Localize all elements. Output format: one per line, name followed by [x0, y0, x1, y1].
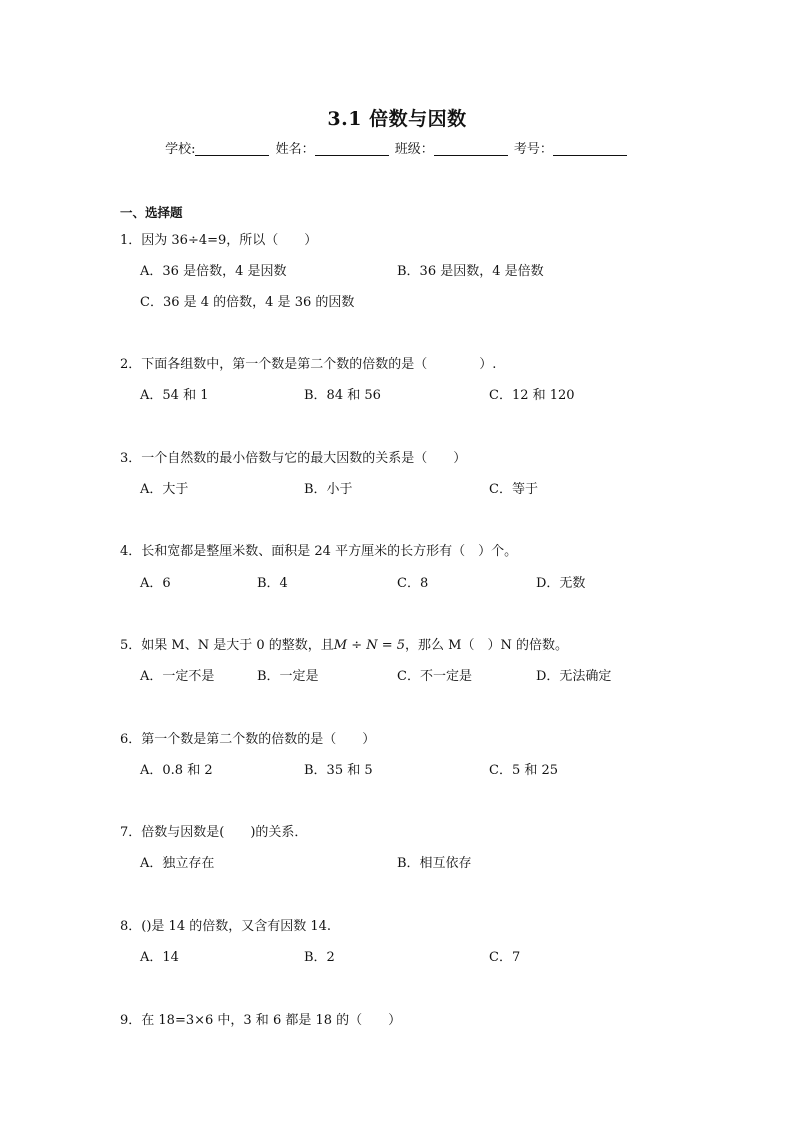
- q8-option-b[interactable]: B．2: [304, 950, 335, 965]
- q5-option-d[interactable]: D．无法确定: [536, 669, 612, 684]
- q1-option-b[interactable]: B．36 是因数，4 是倍数: [397, 264, 544, 279]
- exam-number-blank[interactable]: [553, 141, 627, 156]
- q3-option-b[interactable]: B．小于: [304, 482, 353, 497]
- class-blank[interactable]: [434, 141, 508, 156]
- q7-option-a[interactable]: A．独立存在: [140, 856, 215, 871]
- q2-option-c[interactable]: C．12 和 120: [489, 388, 575, 403]
- q6-option-b[interactable]: B．35 和 5: [304, 763, 373, 778]
- q5-option-a[interactable]: A．一定不是: [140, 669, 215, 684]
- q6-option-c[interactable]: C．5 和 25: [489, 763, 559, 778]
- q8-option-c[interactable]: C．7: [489, 950, 521, 965]
- q5-stem-start: 5．如果 M、N 是大于 0 的整数，且: [120, 638, 334, 653]
- school-blank[interactable]: [195, 141, 269, 156]
- question-5: [120, 634, 568, 653]
- q5-formula: M ÷ N = 5: [333, 638, 406, 653]
- q2-option-b[interactable]: B．84 和 56: [304, 388, 381, 403]
- question-8: 8．()是 14 的倍数，又含有因数 14.: [120, 919, 332, 934]
- q8-option-a[interactable]: A．14: [140, 950, 179, 965]
- name-blank[interactable]: [315, 141, 389, 156]
- q4-option-b[interactable]: B．4: [257, 576, 288, 591]
- class-label: 班级：: [394, 142, 434, 157]
- q4-option-a[interactable]: A．6: [140, 576, 171, 591]
- student-info-line: [0, 138, 794, 157]
- q5-stem-end: ，那么 M（ ）N 的倍数。: [405, 638, 568, 653]
- page-title: 3.1 倍数与因数: [327, 108, 467, 130]
- question-1: 1．因为 36÷4=9，所以（ ）: [120, 233, 318, 248]
- q4-option-d[interactable]: D．无数: [536, 576, 586, 591]
- question-3: 3．一个自然数的最小倍数与它的最大因数的关系是（ ）: [120, 451, 467, 466]
- q3-option-c[interactable]: C．等于: [489, 482, 538, 497]
- section-heading: 一、选择题: [120, 205, 183, 220]
- question-9: 9．在 18=3×6 中，3 和 6 都是 18 的（ ）: [120, 1013, 402, 1028]
- q1-option-a[interactable]: A．36 是倍数，4 是因数: [140, 264, 287, 279]
- q5-option-c[interactable]: C．不一定是: [397, 669, 472, 684]
- name-label: 姓名：: [275, 142, 315, 157]
- q1-option-c[interactable]: C．36 是 4 的倍数，4 是 36 的因数: [140, 295, 355, 310]
- q5-option-b[interactable]: B．一定是: [257, 669, 319, 684]
- school-label: 学校:: [165, 142, 196, 157]
- question-2: 2．下面各组数中，第一个数是第二个数的倍数的是（ ）.: [120, 357, 497, 372]
- question-4: 4．长和宽都是整厘米数、面积是 24 平方厘米的长方形有（ ）个。: [120, 544, 518, 559]
- question-6: 6．第一个数是第二个数的倍数的是（ ）: [120, 732, 376, 747]
- exam-number-label: 考号：: [513, 142, 553, 157]
- q6-option-a[interactable]: A．0.8 和 2: [140, 763, 213, 778]
- question-7: 7．倍数与因数是( )的关系．: [120, 825, 308, 840]
- q3-option-a[interactable]: A．大于: [140, 482, 189, 497]
- q2-option-a[interactable]: A．54 和 1: [140, 388, 209, 403]
- q4-option-c[interactable]: C．8: [397, 576, 429, 591]
- q7-option-b[interactable]: B．相互依存: [397, 856, 472, 871]
